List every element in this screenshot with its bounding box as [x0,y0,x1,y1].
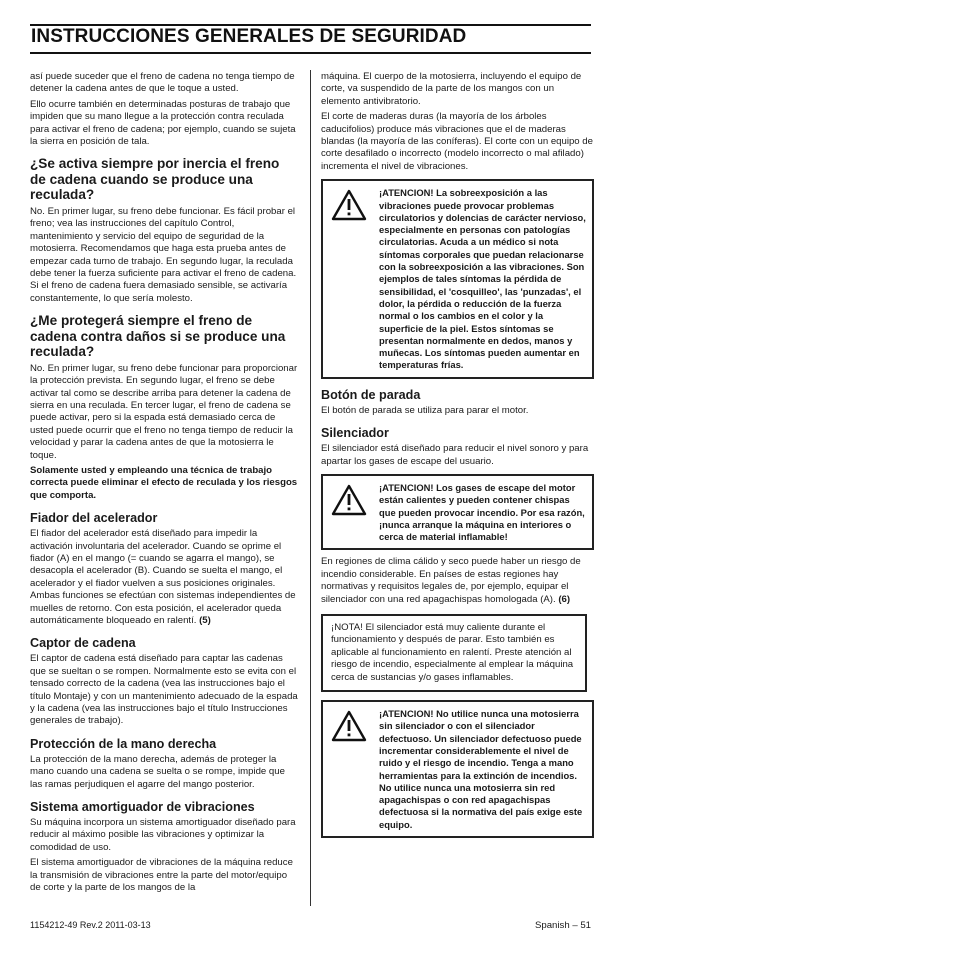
warning-text: ¡ATENCION! No utilice nunca una motosierra sin silenciador o con el silenciador defectuoso. Un silenciador defectuoso puede incrementar considerablemente el nivel de ruido y el riesgo de incendio. Tenga a mano herramientas para la extinción de incendios. No utilice nunca una motosierra sin red apagachispas o con red apagachispas defectuosa si la normativa del país exige este equipo. [379,708,583,830]
section-paragraph: El botón de parada se utiliza para parar el motor. [321,404,529,416]
document-id: 1154212-49 Rev.2 2011-03-13 [30,920,151,930]
warning-box-exhaust [321,474,594,550]
paragraph: Ello ocurre también en determinadas posturas de trabajo que impiden que su mano llegue a la protección contra reculada para activar el freno de cadena; por ejemplo, cuando se sujeta la sierra en posición de tala. [30,98,296,148]
paragraph: El corte de maderas duras (la mayoría de los árboles caducifolios) produce más vibraciones que el de maderas blandas (la mayoría de las coníferas). El corte con un equipo de corte desafilado o incorrecto (modelo incorrecto o mal afilado) incrementa el nivel de vibraciones. [321,111,593,172]
left-column [30,71,298,898]
emphasis-paragraph: Solamente usted y empleando una técnica de trabajo correcta puede eliminar el efecto de reculada y los riesgos que comporta. [30,464,298,501]
answer-paragraph: No. En primer lugar, su freno debe funcionar para proporcionar la protección prevista. En segundo lugar, el freno se debe activar tal como se describe arriba para detener la cadena de sierra en una reculada. En tercer lugar, el freno de cadena se puede activar, pero si la espada está demasiado cerca de usted puede ocurrir que el freno no tenga tiempo de reducir la velocidad y parar la cadena antes de que la motosierra le toque. [30,362,298,461]
section-heading-chain-catcher: Captor de cadena [30,636,136,651]
section-paragraph: El silenciador está diseñado para reducir el nivel sonoro y para apartar los gases de escape del usuario. [321,443,589,467]
section-text: El fiador del acelerador está diseñado para impedir la activación involuntaria del acelerador. Cuando se oprime el fiador (A) en el mango (= cuando se agarra el mango), se desacopla el acelerador (B). Cuando se suelta el mango, el acelerador y el fiador vuelven a sus posiciones originales. Ambas funciones se efectúan con sistemas independientes de muelles de retorno. Con esta posición, el acelerador queda automáticamente bloqueado en ralentí. [30,528,296,626]
section-paragraph: Su máquina incorpora un sistema amortiguador diseñado para reducir al máximo posible las vibraciones y optimizar la comodidad de uso. [30,817,296,853]
section-heading-stop-switch: Botón de parada [321,387,421,402]
section-heading-throttle-lockout: Fiador del acelerador [30,511,158,526]
right-column [321,71,594,844]
page-number: Spanish – 51 [534,920,591,931]
note-text: ¡NOTA! El silenciador está muy caliente durante el funcionamiento y después de parar. Esto también es aplicable al funcionamiento en ralentí. Preste atención al riesgo de incendio, especialmente al emplear la máquina cerca de sustancias y/o gases inflamables. [331,622,574,683]
page-title: INSTRUCCIONES GENERALES DE SEGURIDAD [31,26,467,47]
header-rule-bottom [30,52,591,54]
warning-triangle-icon [323,181,375,376]
question-heading-protection: ¿Me protegerá siempre el freno de cadena contra daños si se produce una reculada? [30,313,286,360]
figure-reference: (6) [558,593,571,605]
section-heading-vibration-damping: Sistema amortiguador de vibraciones [30,800,255,815]
warning-box-vibrations [321,179,594,378]
figure-reference: (5) [199,615,211,626]
section-paragraph: La protección de la mano derecha, además de proteger la mano cuando una cadena se suelta o se rompe, impide que las ramas perjudiquen el agarre del mango posterior. [30,753,285,790]
warning-triangle-icon [323,476,375,548]
warning-box-muffler-defective [321,700,594,838]
section-heading-right-hand-guard: Protección de la mano derecha [30,736,217,751]
note-box-muffler-hot [321,614,587,692]
answer-paragraph: No. En primer lugar, su freno debe funcionar. Es fácil probar el freno; vea las instrucciones del capítulo Control, mantenimiento y servicio del equipo de seguridad de la motosierra. Recomendamos que haga esta prueba antes de empezar cada turno de trabajo. En segundo lugar, la reculada debe tener la fuerza suficiente para activar el freno de cadena. Si el freno de cadena fuera demasiado sensible, se activaría constantemente, lo que sería molesto. [30,205,297,304]
section-paragraph [30,528,298,627]
column-divider [310,70,311,906]
paragraph: máquina. El cuerpo de la motosierra, incluyendo el equipo de corte, va suspendido de la parte de los mangos con un elemento antivibratorio. [321,71,582,107]
section-paragraph: El sistema amortiguador de vibraciones de la máquina reduce la transmisión de vibraciones entre la parte del motor/equipo de corte y la parte de los mangos de la [30,857,293,894]
section-heading-muffler: Silenciador [321,426,389,441]
warning-text: ¡ATENCION! La sobreexposición a las vibraciones puede provocar problemas circulatorios y dolencias de carácter nervioso, especialmente en personas con patologías circulatorias. Acuda a un médico si nota síntomas corporales que puedan relacionarse con la sobreexposición a las vibraciones. Son ejemplos de tales síntomas la pérdida de sensibilidad, el 'cosquilleo', las 'punzadas', el dolor, la pérdida o reducción de la fuerza normal o los cambios en el color y la superficie de la piel. Estos síntomas se presentan normalmente en dedos, manos y muñecas. Los síntomas pueden aumentar en temperaturas frías. [379,187,586,371]
section-text: En regiones de clima cálido y seco puede haber un riesgo de incendio considerable. En países de estas regiones hay normativas y requisitos legales de, por ejemplo, equipar el silenciador con una red apagachispas homologada (A). [321,556,581,605]
paragraph: así puede suceder que el freno de cadena no tenga tiempo de detener la cadena antes de que le toque a usted. [30,71,295,95]
section-paragraph [321,556,594,606]
warning-triangle-icon [323,702,375,836]
warning-text: ¡ATENCION! Los gases de escape del motor están calientes y pueden contener chispas que pueden provocar incendio. Por esa razón, ¡nunca arranque la máquina en interiores o cerca de material inflamable! [379,481,585,543]
question-heading-inertia: ¿Se activa siempre por inercia el freno de cadena cuando se produce una reculada? [30,156,280,203]
section-paragraph: El captor de cadena está diseñado para captar las cadenas que se sueltan o se rompen. Normalmente esto se evita con el tensado correcto de la cadena (vea las instrucciones bajo el título Montaje) y con un mantenimiento adecuado de la espada y la cadena (vea las instrucciones bajo el título Instrucciones generales de trabajo). [30,653,298,727]
